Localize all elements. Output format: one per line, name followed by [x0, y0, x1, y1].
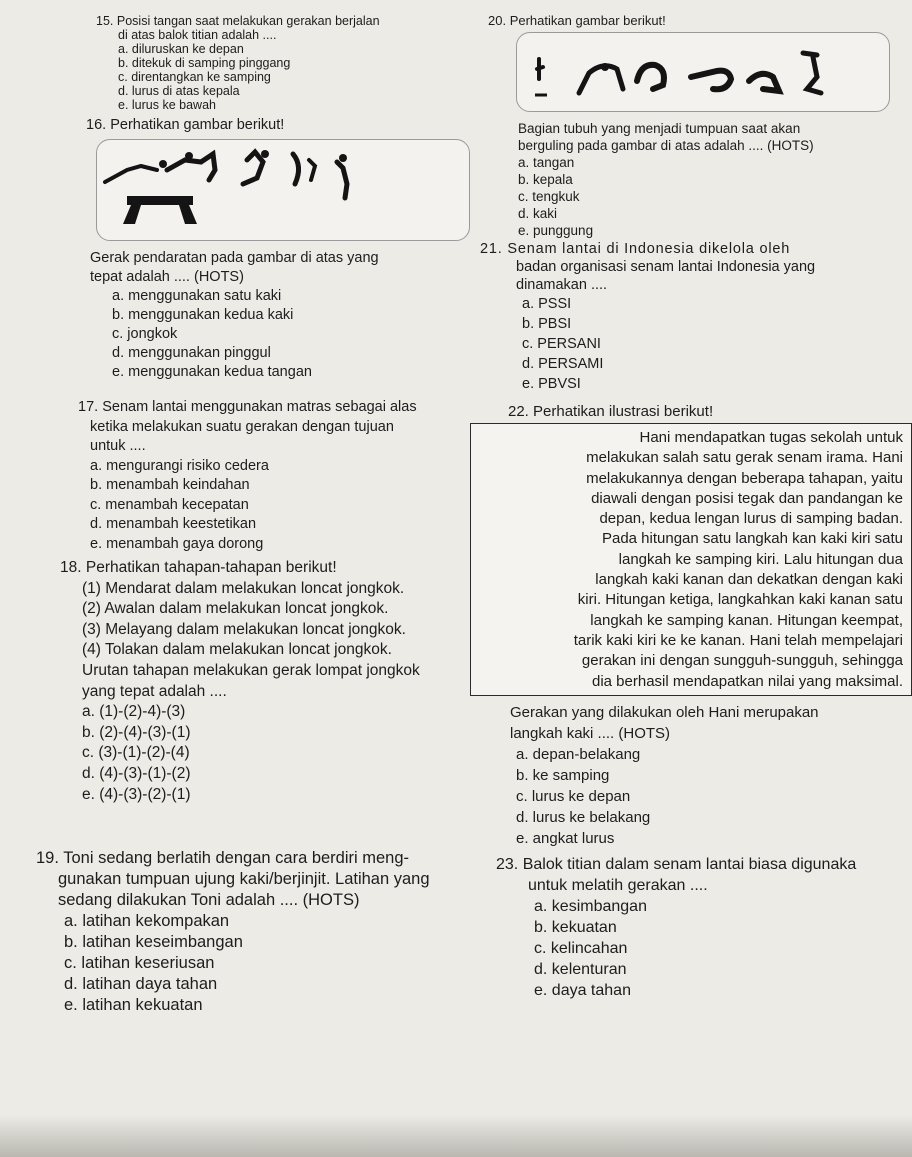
q18-option-b[interactable]: b. (2)-(4)-(3)-(1) — [82, 723, 191, 741]
q16-option-d[interactable]: d. menggunakan pinggul — [112, 345, 271, 361]
q19-option-e[interactable]: e. latihan kekuatan — [64, 996, 203, 1014]
roll-stage-5 — [749, 74, 779, 91]
q16-stem-line-2: tepat adalah .... (HOTS) — [90, 269, 244, 285]
q22-number: 22. — [508, 403, 529, 420]
q22-story-line-10: langkah ke samping kanan. Hitungan keempat, — [590, 611, 903, 629]
vault-box — [127, 196, 193, 205]
q19-option-b[interactable]: b. latihan keseimbangan — [64, 933, 243, 951]
q17-stem-line-2: ketika melakukan suatu gerakan dengan tujuan — [90, 418, 394, 435]
q23-option-c[interactable]: c. kelincahan — [534, 939, 628, 957]
roll-stage-1 — [537, 59, 543, 79]
q17-option-d[interactable]: d. menambah keestetikan — [90, 516, 257, 532]
left-column-lower — [60, 398, 498, 805]
q18-option-d[interactable]: d. (4)-(3)-(1)-(2) — [82, 764, 191, 782]
q23-stem-line-2: untuk melatih gerakan .... — [528, 876, 708, 894]
q21-stem-line-2: badan organisasi senam lantai Indonesia yang — [516, 259, 816, 275]
q16-stem-line-1: Gerak pendaratan pada gambar di atas yang — [90, 250, 379, 266]
q17-number: 17. — [78, 399, 99, 415]
question-15 — [96, 14, 488, 112]
q22-story-line-12: gerakan ini dengan sungguh-sungguh, sehingga — [581, 652, 903, 670]
roll-stage-6 — [803, 53, 821, 93]
q22-story-line-9: kiri. Hitungan ketiga, langkahkan kaki kanan satu — [577, 591, 903, 609]
q19-stem-line-1: Toni sedang berlatih dengan cara berdiri meng- — [63, 849, 410, 867]
q22-story-line-11: tarik kaki kiri ke ke kanan. Hani telah mempelajari — [573, 631, 903, 649]
question-17 — [78, 398, 498, 554]
question-19 — [36, 848, 476, 1016]
q18-step-2: (2) Awalan dalam melakukan loncat jongkok. — [82, 600, 389, 618]
q18-stem-line-2: yang tepat adalah .... — [82, 682, 227, 700]
roll-stage-3 — [637, 65, 664, 89]
q22-story-line-6: Pada hitungan satu langkah kan kaki kiri satu — [601, 530, 903, 548]
q21-number: 21. — [480, 241, 503, 257]
q23-option-d[interactable]: d. kelenturan — [534, 960, 627, 978]
q22-story-line-3: melakukannya dengan beberapa tahapan, yaitu — [586, 469, 903, 487]
q22-option-e[interactable]: e. angkat lurus — [516, 829, 615, 847]
q18-step-3: (3) Melayang dalam melakukan loncat jongkok. — [82, 620, 406, 638]
q22-option-a[interactable]: a. depan-belakang — [516, 745, 641, 763]
q22-story-line-13: dia berhasil mendapatkan nilai yang maksimal. — [591, 672, 903, 690]
q21-option-c[interactable]: c. PERSANI — [522, 336, 601, 352]
q19-number: 19. — [36, 849, 59, 867]
q17-option-c[interactable]: c. menambah kecepatan — [90, 496, 249, 513]
roll-stage-4 — [691, 71, 731, 90]
q22-stem-line-1: Gerakan yang dilakukan oleh Hani merupakan — [510, 703, 819, 721]
q22-story-box — [470, 423, 912, 696]
forward-roll-illustration — [517, 33, 889, 111]
q21-option-e[interactable]: e. PBVSI — [522, 376, 581, 392]
question-18 — [60, 558, 498, 805]
q18-option-c[interactable]: c. (3)-(1)-(2)-(4) — [82, 744, 190, 762]
q18-step-1: (1) Mendarat dalam melakukan loncat jongkok. — [82, 579, 405, 597]
q20-option-e[interactable]: e. punggung — [518, 223, 594, 238]
q23-option-e[interactable]: e. daya tahan — [534, 981, 631, 999]
q22-stem-line-2: langkah kaki .... (HOTS) — [510, 724, 671, 742]
q23-number: 23. — [496, 855, 519, 873]
q15-stem-line-2: di atas balok titian adalah .... — [118, 28, 277, 42]
q18-step-4: (4) Tolakan dalam melakukan loncat jongkok. — [82, 641, 392, 659]
q20-option-d[interactable]: d. kaki — [518, 206, 558, 221]
q15-stem-line-1: Posisi tangan saat melakukan gerakan berjalan — [116, 14, 380, 28]
question-21 — [470, 240, 910, 394]
q18-stem-line-1: Urutan tahapan melakukan gerak lompat jongkok — [82, 661, 420, 679]
q17-option-e[interactable]: e. menambah gaya dorong — [90, 535, 264, 552]
q18-option-a[interactable]: a. (1)-(2)-4)-(3) — [82, 703, 186, 721]
q18-number: 18. — [60, 559, 82, 576]
question-20 — [470, 14, 910, 239]
q16-option-a[interactable]: a. menggunakan satu kaki — [112, 288, 282, 304]
gymnast-flight — [243, 152, 263, 184]
q22-story-line-8: langkah kaki kanan dan dekatkan dengan kaki — [595, 571, 903, 589]
q20-figure-box — [516, 32, 890, 112]
q18-intro: Perhatikan tahapan-tahapan berikut! — [85, 559, 337, 576]
gymnast-extend — [293, 154, 299, 184]
q21-option-a[interactable]: a. PSSI — [522, 296, 572, 312]
roll-stage-2 — [579, 66, 623, 93]
q23-option-a[interactable]: a. kesimbangan — [534, 897, 647, 915]
q22-story-line-7: langkah ke samping kiri. Lalu hitungan dua — [618, 550, 903, 568]
q22-story-line-5: depan, kedua lengan lurus di samping badan. — [599, 510, 903, 528]
question-23 — [470, 854, 910, 1001]
q19-stem-line-2: gunakan tumpuan ujung kaki/berjinjit. Latihan yang — [58, 870, 430, 888]
q16-option-b[interactable]: b. menggunakan kedua kaki — [112, 307, 294, 323]
q19-stem-line-3: sedang dilakukan Toni adalah .... (HOTS) — [58, 891, 360, 909]
q16-number: 16. — [86, 117, 107, 133]
q22-option-c[interactable]: c. lurus ke depan — [516, 787, 631, 805]
q15-option-c[interactable]: c. direntangkan ke samping — [118, 70, 271, 84]
q20-stem-line-2: berguling pada gambar di atas adalah .... (HOTS) — [518, 138, 814, 153]
vault-jump-illustration — [97, 140, 469, 240]
vault-box-legs — [123, 205, 141, 224]
q21-stem-line-1: Senam lantai di Indonesia dikelola oleh — [507, 241, 791, 257]
right-column — [470, 14, 910, 1001]
q16-figure-box — [96, 139, 470, 241]
gymnast-run — [105, 166, 157, 182]
q15-option-d[interactable]: d. lurus di atas kepala — [118, 84, 240, 98]
q22-story-line-1: Hani mendapatkan tugas sekolah untuk — [639, 429, 903, 446]
q20-option-b[interactable]: b. kepala — [518, 172, 573, 187]
q22-story-line-4: diawali dengan posisi tegak dan pandangan ke — [591, 489, 903, 507]
q17-stem-line-3: untuk .... — [90, 438, 146, 454]
q22-option-b[interactable]: b. ke samping — [516, 766, 610, 784]
gymnast-landing — [337, 162, 347, 198]
q17-option-b[interactable]: b. menambah keindahan — [90, 477, 250, 493]
q23-option-b[interactable]: b. kekuatan — [534, 918, 617, 936]
q16-option-c[interactable]: c. jongkok — [112, 326, 178, 342]
q15-option-b[interactable]: b. ditekuk di samping pinggang — [118, 56, 291, 70]
q15-option-e[interactable]: e. lurus ke bawah — [118, 98, 216, 112]
q22-intro: Perhatikan ilustrasi berikut! — [533, 403, 714, 420]
q20-intro: Perhatikan gambar berikut! — [509, 13, 666, 28]
q19-option-a[interactable]: a. latihan kekompakan — [64, 912, 230, 930]
q16-intro: Perhatikan gambar berikut! — [110, 117, 285, 133]
q21-stem-line-3: dinamakan .... — [516, 277, 608, 293]
q20-stem-line-1: Bagian tubuh yang menjadi tumpuan saat akan — [518, 121, 801, 136]
question-22 — [470, 402, 910, 849]
q19-option-c[interactable]: c. latihan keseriusan — [64, 954, 215, 972]
q22-story-line-2: melakukan salah satu gerak senam irama. Hani — [586, 449, 903, 467]
question-16 — [86, 116, 488, 382]
q23-stem-line-1: Balok titian dalam senam lantai biasa digunaka — [522, 855, 857, 873]
q17-option-a[interactable]: a. mengurangi risiko cedera — [90, 457, 269, 474]
q17-stem-line-1: Senam lantai menggunakan matras sebagai alas — [102, 399, 417, 415]
q21-option-b[interactable]: b. PBSI — [522, 316, 572, 332]
page-bottom-shadow — [0, 1115, 912, 1157]
q16-option-e[interactable]: e. menggunakan kedua tangan — [112, 364, 312, 380]
q18-option-e[interactable]: e. (4)-(3)-(2)-(1) — [82, 785, 191, 803]
q21-option-d[interactable]: d. PERSAMI — [522, 356, 604, 372]
q19-option-d[interactable]: d. latihan daya tahan — [64, 975, 218, 993]
q20-number: 20. — [488, 13, 507, 28]
q15-number: 15. — [96, 14, 114, 28]
q22-option-d[interactable]: d. lurus ke belakang — [516, 808, 651, 826]
q15-option-a[interactable]: a. diluruskan ke depan — [118, 42, 244, 56]
q20-option-c[interactable]: c. tengkuk — [518, 189, 580, 204]
q20-option-a[interactable]: a. tangan — [518, 155, 575, 170]
left-column — [86, 14, 488, 382]
